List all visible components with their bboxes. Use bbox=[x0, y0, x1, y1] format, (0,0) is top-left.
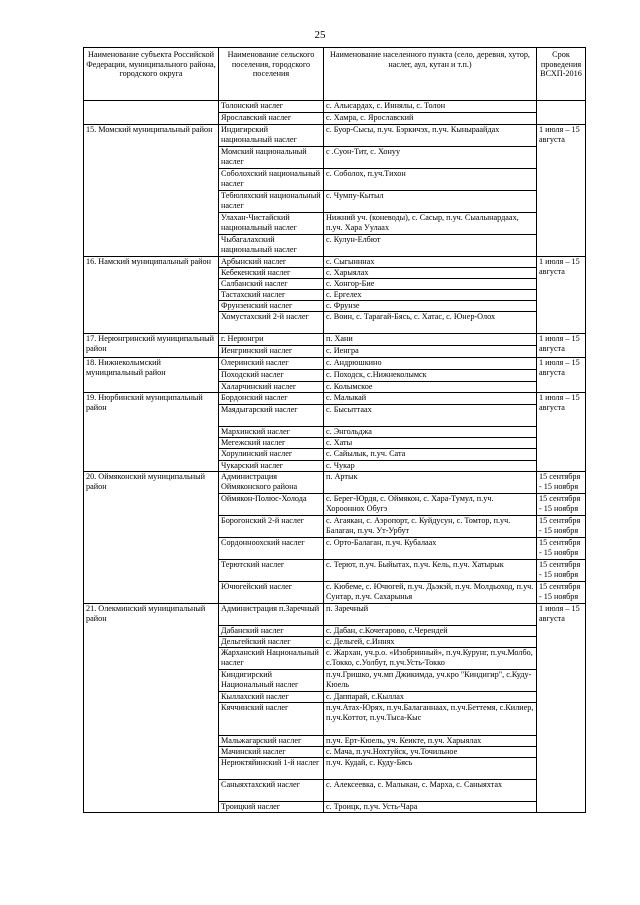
locality-cell: с. Соболох, п.уч.Тихон bbox=[324, 169, 537, 191]
settlement-cell: Сордонноохский наслег bbox=[219, 538, 324, 560]
header-locality: Наименование населенного пункта (село, деревня, хутор, наслег, аул, кутан и т.п.) bbox=[324, 48, 537, 101]
locality-cell: с .Суон-Тит, с. Хонуу bbox=[324, 147, 537, 169]
settlement-cell: Тебюляхский национальный наслег bbox=[219, 191, 324, 213]
table-row bbox=[84, 358, 586, 370]
locality-cell: п. Артык bbox=[324, 472, 537, 494]
settlement-cell: Олеринский наслег bbox=[219, 358, 324, 370]
locality-cell: с. Алексеевка, с. Малыкан, с. Марха, с. Саныяхтах bbox=[324, 780, 537, 802]
period-cell: 15 сентября - 15 ноября bbox=[537, 560, 586, 582]
locality-cell: с. Берег-Юрдя, с. Оймякон, с. Хара-Тумул, п.уч. Хорооннох Обугэ bbox=[324, 494, 537, 516]
settlement-cell: Соболохский национальный наслег bbox=[219, 169, 324, 191]
period-cell: 15 сентября - 15 ноября bbox=[537, 494, 586, 516]
locality-cell: с. Орто-Балаган, п.уч. Кубалаах bbox=[324, 538, 537, 560]
locality-cell: с. Малыкай bbox=[324, 393, 537, 405]
settlement-cell: Тастахский наслег bbox=[219, 290, 324, 301]
settlement-cell: Мархинский наслег bbox=[219, 427, 324, 438]
settlement-cell: Ярославский наслег bbox=[219, 113, 324, 125]
period-cell: 1 июля – 15 августа bbox=[537, 125, 586, 257]
locality-cell: с. Дабан, с.Кочегарово, с.Черендей bbox=[324, 626, 537, 637]
locality-cell: с. Мача, п.уч.Нохтуйск, уч.Точильное bbox=[324, 747, 537, 758]
settlement-cell: Походский наслег bbox=[219, 370, 324, 382]
locality-cell: п. Хани bbox=[324, 334, 537, 346]
district-cell: 15. Момский муниципальный район bbox=[84, 125, 219, 257]
settlement-cell: Оймякон-Полюс-Холода bbox=[219, 494, 324, 516]
locality-cell: с. Агаякан, с. Аэропорт, с. Куйдусун, с. Томтор, п.уч. Балаган, п.уч. Ут-Урбут bbox=[324, 516, 537, 538]
settlement-cell: Мегежский наслег bbox=[219, 438, 324, 449]
settlement-cell: Момский национальный наслег bbox=[219, 147, 324, 169]
table-row bbox=[84, 125, 586, 147]
settlement-cell: Фрунзенский наслег bbox=[219, 301, 324, 312]
period-cell: 15 сентября - 15 ноября bbox=[537, 472, 586, 494]
table-body bbox=[84, 101, 586, 813]
settlement-cell: Мачинский наслег bbox=[219, 747, 324, 758]
settlement-cell: Кыллахский наслег bbox=[219, 692, 324, 703]
settlement-cell: Улахан-Чистайский национальный наслег bbox=[219, 213, 324, 235]
settlement-cell: Хомустахский 2-й наслег bbox=[219, 312, 324, 334]
settlement-cell: Администрация Оймяконского района bbox=[219, 472, 324, 494]
period-cell: 15 сентября - 15 ноября bbox=[537, 516, 586, 538]
locality-cell: с. Дельгей, с.Иннях bbox=[324, 637, 537, 648]
locality-cell: с. Ергелех bbox=[324, 290, 537, 301]
settlement-cell: Дельгейский наслег bbox=[219, 637, 324, 648]
period-cell: 1 июля – 15 августа bbox=[537, 358, 586, 393]
district-cell: 19. Нюрбинский муниципальный район bbox=[84, 393, 219, 472]
locality-cell: с. Походск, с.Нижнеколымск bbox=[324, 370, 537, 382]
settlement-cell: Киндигирский Национальный наслег bbox=[219, 670, 324, 692]
locality-cell: с. Воин, с. Тарагай-Бясь, с. Хатас, с. Юнер-Олох bbox=[324, 312, 537, 334]
locality-cell: п.уч. Кудай, с. Куду-Бясь bbox=[324, 758, 537, 780]
settlement-cell: Мальжагарский наслег bbox=[219, 736, 324, 747]
locality-cell: с. Андрюшкино bbox=[324, 358, 537, 370]
locality-cell: с. Сайылык, п.уч. Сата bbox=[324, 449, 537, 461]
table-row bbox=[84, 472, 586, 494]
settlement-cell: Терютский наслег bbox=[219, 560, 324, 582]
district-cell: 16. Намский муниципальный район bbox=[84, 257, 219, 334]
settlement-cell: Бордонский наслег bbox=[219, 393, 324, 405]
locality-cell: с. Бысыттаах bbox=[324, 405, 537, 427]
period-cell: 1 июля – 15 августа bbox=[537, 393, 586, 472]
locality-cell: с. Чукар bbox=[324, 461, 537, 472]
settlement-cell: Администрация п.Заречный bbox=[219, 604, 324, 626]
table-row bbox=[84, 604, 586, 626]
locality-cell: с. Чумпу-Кытыл bbox=[324, 191, 537, 213]
locality-cell: п. Заречный bbox=[324, 604, 537, 626]
settlement-cell: Борогонский 2-й наслег bbox=[219, 516, 324, 538]
period-cell: 15 сентября - 15 ноября bbox=[537, 538, 586, 560]
settlement-cell: Чыбагалахский национальный наслег bbox=[219, 235, 324, 257]
locality-cell: с. Хаты bbox=[324, 438, 537, 449]
settlement-cell: Троицкий наслег bbox=[219, 802, 324, 813]
page-number: 25 bbox=[314, 29, 326, 41]
locality-cell: с. Троицк, п.уч. Усть-Чара bbox=[324, 802, 537, 813]
district-cell: 21. Олекминский муниципальный район bbox=[84, 604, 219, 813]
locality-cell: с. Буор-Сысы, п.уч. Бэркичэх, п.уч. Кыныраайдах bbox=[324, 125, 537, 147]
locality-cell: п.уч.Атах-Юрях, п.уч.Балаганнаах, п.уч.Беттемя, с.Килиер, п.уч.Коттот, п.уч.Тыса-Кыс bbox=[324, 703, 537, 736]
locality-cell: с. Фрунзе bbox=[324, 301, 537, 312]
locality-cell: с. Даппарай, с.Кыллах bbox=[324, 692, 537, 703]
settlement-cell: Нерюктяйинский 1-й наслег bbox=[219, 758, 324, 780]
locality-cell: п.уч.Гришко, уч.мп Джикимда, уч.кро "Киндигир", с.Куду-Кюель bbox=[324, 670, 537, 692]
district-cell: 18. Нижнеколымский муниципальный район bbox=[84, 358, 219, 393]
settlement-cell: Хорулинский наслег bbox=[219, 449, 324, 461]
locality-cell: с. Жархан, уч.р.о. «Изобринный», п.уч.Курунг, п.уч.Молбо, с.Токко, с.Уолбут, п.уч.Усть-Токко bbox=[324, 648, 537, 670]
header-settlement: Наименование сельского поселения, городского поселения bbox=[219, 48, 324, 101]
settlement-cell: Ючюгейский наслег bbox=[219, 582, 324, 604]
locality-cell: с. Харыялах bbox=[324, 268, 537, 279]
period-cell: 15 сентября - 15 ноября bbox=[537, 582, 586, 604]
table-header-row bbox=[84, 48, 586, 101]
table-row bbox=[84, 101, 586, 113]
locality-cell: с. Кюбеме, с. Ючюгей, п.уч. Дьэкэй, п.уч. Молдьоход, п.уч. Сунтар, п.уч. Сахарынья bbox=[324, 582, 537, 604]
table-row bbox=[84, 257, 586, 268]
locality-cell: п.уч. Ерт-Кюель, уч. Кеикте, п.уч. Харыялах bbox=[324, 736, 537, 747]
table-row bbox=[84, 393, 586, 405]
locality-cell: с. Колымское bbox=[324, 382, 537, 393]
header-subject: Наименование субъекта Российской Федерации, муниципального района, городского округа bbox=[84, 48, 219, 101]
settlement-cell: Кебекенский наслег bbox=[219, 268, 324, 279]
locality-cell: с. Кулун-Елбют bbox=[324, 235, 537, 257]
locality-cell: с. Хамра, с. Ярославский bbox=[324, 113, 537, 125]
settlement-cell: Салбанский наслег bbox=[219, 279, 324, 290]
locality-cell: с. Энгольджа bbox=[324, 427, 537, 438]
table-row bbox=[84, 334, 586, 346]
period-cell bbox=[537, 101, 586, 125]
settlement-cell: Толонский наслег bbox=[219, 101, 324, 113]
settlement-cell: Халарчинский наслег bbox=[219, 382, 324, 393]
settlement-cell: Арбынский наслег bbox=[219, 257, 324, 268]
district-cell: 20. Оймяконский муниципальный район bbox=[84, 472, 219, 604]
period-cell: 1 июля – 15 августа bbox=[537, 257, 586, 334]
period-cell: 1 июля – 15 августа bbox=[537, 334, 586, 358]
settlement-cell: Саныяхтахский наслег bbox=[219, 780, 324, 802]
settlement-cell: Иенгринский наслег bbox=[219, 346, 324, 358]
settlement-cell: Жарханский Национальный наслег bbox=[219, 648, 324, 670]
settlement-cell: Индигирский национальный наслег bbox=[219, 125, 324, 147]
district-cell: 17. Нерюнгринский муниципальный район bbox=[84, 334, 219, 358]
locality-cell: Нижний уч. (коневоды), с. Сасыр, п.уч. Сыалынардаах, п.уч. Хара Уулаах bbox=[324, 213, 537, 235]
settlement-cell: Кяччинский наслег bbox=[219, 703, 324, 736]
locality-cell: с. Иенгра bbox=[324, 346, 537, 358]
period-cell: 1 июля – 15 августа bbox=[537, 604, 586, 813]
settlement-cell: Дабанский наслег bbox=[219, 626, 324, 637]
settlement-cell: Чукарский наслег bbox=[219, 461, 324, 472]
locality-cell: с. Хонгор-Бие bbox=[324, 279, 537, 290]
locality-cell: с. Сыгынннах bbox=[324, 257, 537, 268]
locality-cell: с. Алысардах, с. Иннялы, с. Толон bbox=[324, 101, 537, 113]
locality-cell: с. Терют, п.уч. Быйытах, п.уч. Кель, п.уч. Хатырык bbox=[324, 560, 537, 582]
settlement-cell: Маядыгарский наслег bbox=[219, 405, 324, 427]
settlement-cell: г. Нерюнгри bbox=[219, 334, 324, 346]
settlements-table bbox=[83, 47, 586, 813]
header-period: Срок проведения ВСХП-2016 bbox=[537, 48, 586, 101]
district-cell bbox=[84, 101, 219, 125]
